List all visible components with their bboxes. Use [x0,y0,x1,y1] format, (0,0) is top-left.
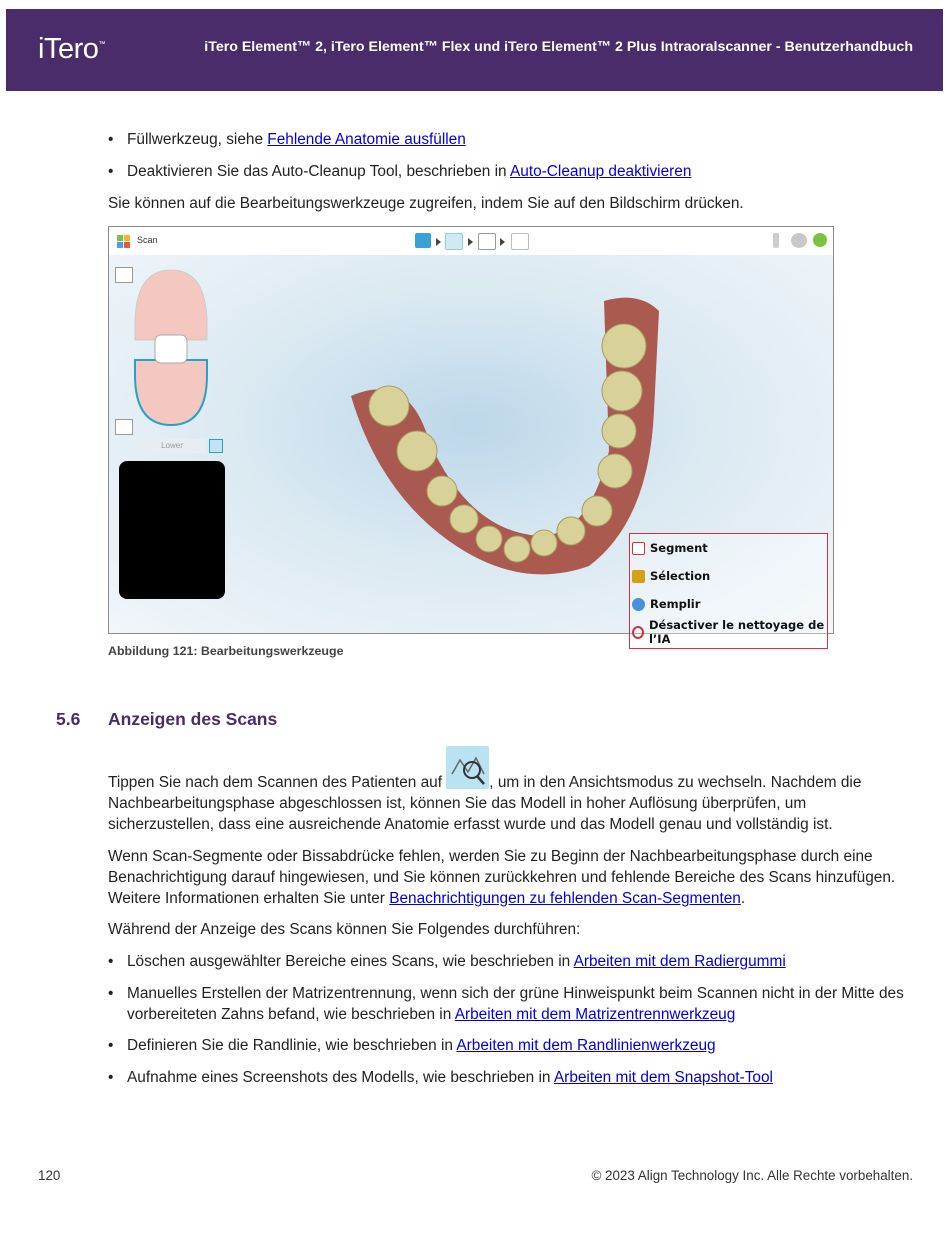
lower-jaw-model[interactable] [339,291,669,581]
brush-icon [632,570,645,583]
paragraph-text: Tippen Sie nach dem Scannen des Patienten auf [108,774,447,791]
list-item-text: Deaktivieren Sie das Auto-Cleanup Tool, beschrieben in [127,163,511,180]
list-item [108,951,908,972]
eraser-icon [632,542,645,555]
tool-selection[interactable] [632,567,710,585]
section-number: 5.6 [56,709,81,729]
page-header [6,9,943,91]
editing-tools-screenshot [108,226,834,646]
paragraph-text: . [740,890,746,907]
step-arrow-icon [468,238,473,246]
tool-label: Désactiver le nettoyage de l’IA [648,618,825,646]
step-arrow-icon [500,238,505,246]
send-step-icon[interactable] [511,233,529,250]
tool-fill[interactable] [632,595,700,613]
list-item-text: Füllwerkzeug, siehe [127,131,268,148]
windows-icon [117,235,130,248]
lower-jaw-toggle-icon[interactable] [115,419,133,435]
paragraph-text: , um in den Ansichtsmodus zu wechseln. Nachdem die Nachbearbeitungsphase abgeschlossen ist, können Sie das Modell in hoher Auflösung überprüfen, um sicherzustellen, dass eine ausreichende Anatomie erfasst wurde und das Modell genau und vollständig ist. [108,774,862,833]
link-snapshot-tool[interactable]: Arbeiten mit dem Snapshot-Tool [553,1069,773,1086]
link-radiergummi[interactable]: Arbeiten mit dem Radiergummi [573,953,786,970]
list-item [108,129,908,150]
figure-caption: Abbildung 121: Bearbeitungswerkzeuge [108,644,344,658]
chevron-right-icon[interactable] [209,439,223,453]
jaw-selector[interactable]: Lower [139,439,205,453]
list-item-text: Definieren Sie die Randlinie, wie beschrieben in [127,1037,457,1054]
prohibited-icon [632,626,644,639]
list-item [108,1067,908,1088]
jaw-navigator[interactable] [125,265,217,430]
gear-icon[interactable] [791,233,807,248]
page-number: 120 [38,1168,61,1183]
paragraph-list-intro: Während der Anzeige des Scans können Sie Folgendes durchführen: [108,921,581,938]
list-item-text: Löschen ausgewählter Bereiche eines Scans, wie beschrieben in [127,953,574,970]
list-item [108,1035,908,1056]
link-fehlende-anatomie[interactable]: Fehlende Anatomie ausfüllen [267,131,466,148]
tool-label: Segment [650,541,708,555]
fill-icon [632,598,645,611]
section-title: Anzeigen des Scans [108,709,278,729]
tool-disable-ai-cleanup[interactable] [632,618,827,646]
step-arrow-icon [436,238,441,246]
link-auto-cleanup[interactable]: Auto-Cleanup deaktivieren [510,163,692,180]
editing-tools-menu [629,533,828,649]
list-item-text: Aufnahme eines Screenshots des Modells, wie beschrieben in [127,1069,554,1086]
view-mode-icon [446,746,489,789]
tool-label: Remplir [650,597,701,611]
list-item [108,983,908,1025]
intro-paragraph: Sie können auf die Bearbeitungswerkzeuge zugreifen, indem Sie auf den Bildschirm drücken. [108,195,744,212]
tool-segment[interactable] [632,539,708,557]
link-missing-segments[interactable]: Benachrichtigungen zu fehlenden Scan-Segmenten [389,890,741,907]
itero-logo: iTero™ [38,33,105,65]
tool-label: Sélection [650,569,711,583]
view-step-icon[interactable] [478,233,496,250]
document-title: iTero Element™ 2, iTero Element™ Flex und iTero Element™ 2 Plus Intraoralscanner - Benutzerhandbuch [204,39,913,55]
scan-step-icon[interactable] [445,233,463,250]
link-randlinienwerkzeug[interactable]: Arbeiten mit dem Randlinienwerkzeug [456,1037,716,1054]
copyright: © 2023 Align Technology Inc. Alle Rechte vorbehalten. [591,1168,913,1183]
paragraph-text: Wenn Scan-Segmente oder Bissabdrücke fehlen, werden Sie zu Beginn der Nachbearbeitungsphase durch eine Benachrichtigung darauf hingewiesen, und Sie können zurückkehren und fehlende Bereiche des Scans hinzufügen. Weitere Informationen erhalten Sie unter [108,848,896,907]
help-icon[interactable] [813,233,827,247]
scan-toolbar [109,227,833,256]
battery-icon [773,233,779,248]
scan-canvas[interactable] [109,255,833,646]
scan-label: Scan [137,235,158,245]
paragraph-missing-segments [108,846,913,909]
rx-icon[interactable] [415,233,431,248]
link-matrizentrennwerkzeug[interactable]: Arbeiten mit dem Matrizentrennwerkzeug [454,1006,736,1023]
list-item [108,161,908,182]
list-item-text: Manuelles Erstellen der Matrizentrennung, wenn sich der grüne Hinweispunkt beim Scannen nicht in der Mitte des vorbereiteten Zahns befand, wie beschrieben in [127,985,904,1023]
camera-preview [119,461,225,599]
paragraph-view-mode [108,772,913,835]
